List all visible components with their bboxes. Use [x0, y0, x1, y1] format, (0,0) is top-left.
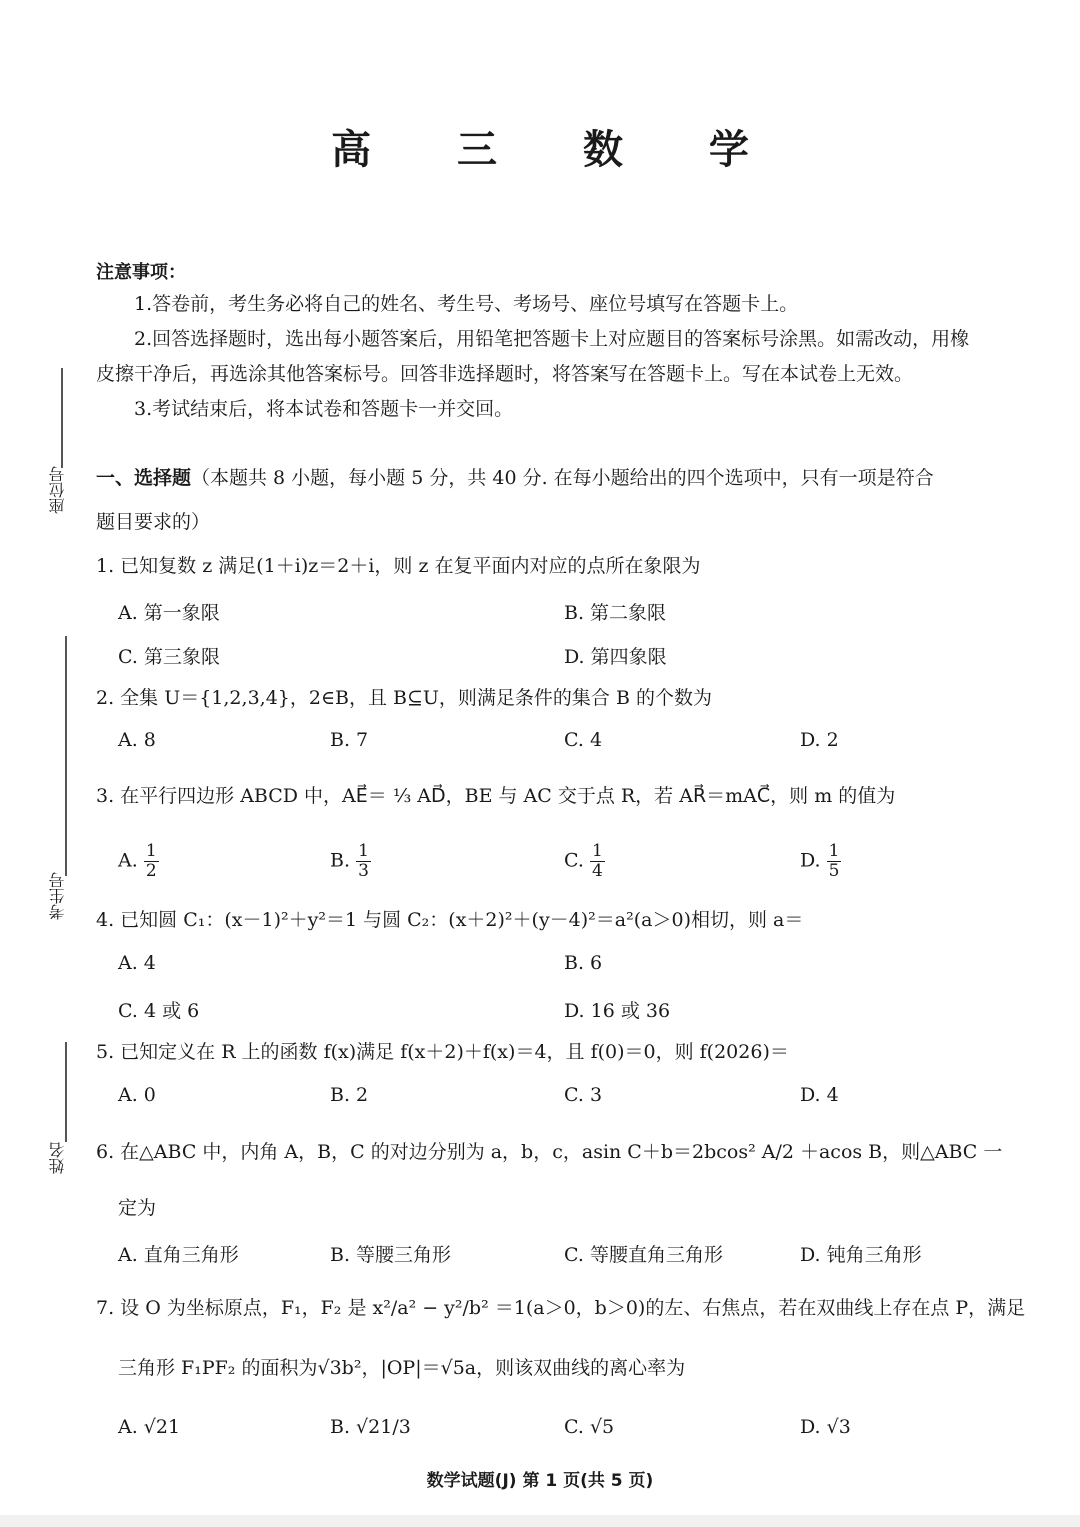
q3-option-a-letter: A. [118, 849, 138, 872]
q3-option-b-num: 1 [358, 841, 369, 861]
q3-option-b-fraction [356, 842, 371, 881]
q3-option-d-fraction [827, 842, 842, 881]
q3-option-a-fraction [144, 842, 159, 881]
notice-heading: 注意事项： [96, 262, 186, 283]
q3-option-a-den: 2 [145, 861, 157, 881]
q1-option-d: D. 第四象限 [564, 646, 667, 668]
q3-option-a-num: 1 [145, 841, 157, 861]
notice-item-2: 2.回答选择题时，选出每小题答案后，用铅笔把答题卡上对应题目的答案标号涂黑。如需改动，用橡 [134, 328, 970, 350]
scan-edge [0, 1515, 1080, 1527]
q7-option-b: B. √21/3 [330, 1416, 411, 1438]
q3-option-c-num: 1 [591, 841, 603, 861]
question-2-stem: 2. 全集 U＝{1,2,3,4}，2∈B，且 B⊆U，则满足条件的集合 B 的个数为 [96, 687, 712, 709]
q3-option-b-den: 3 [358, 861, 369, 881]
question-6-stem: 6. 在△ABC 中，内角 A，B，C 的对边分别为 a，b，c，asin C＋b＝2bcos² A/2 ＋acos B，则△ABC 一 [96, 1141, 1003, 1163]
q3-option-b [330, 842, 371, 881]
name-rule [65, 1042, 67, 1142]
q1-option-a: A. 第一象限 [118, 602, 220, 624]
q5-option-b: B. 2 [330, 1084, 369, 1106]
q3-option-d-letter: D. [800, 849, 821, 872]
section-heading-line [96, 466, 934, 490]
q3-option-c [564, 842, 605, 881]
q2-option-c: C. 4 [564, 729, 603, 751]
question-4-stem: 4. 已知圆 C₁：(x－1)²＋y²＝1 与圆 C₂：(x＋2)²＋(y－4)²＝a²(a＞0)相切，则 a＝ [96, 909, 804, 931]
question-3-stem: 3. 在平行四边形 ABCD 中，AE⃗＝ ⅓ AD⃗，BE 与 AC 交于点 R，若 AR⃗＝mAC⃗，则 m 的值为 [96, 785, 896, 807]
q3-option-d-num: 1 [828, 841, 840, 861]
q6-option-c: C. 等腰直角三角形 [564, 1244, 723, 1266]
notice-item-1: 1.答卷前，考生务必将自己的姓名、考生号、考场号、座位号填写在答题卡上。 [134, 293, 799, 315]
q2-option-a: A. 8 [118, 729, 156, 751]
name-label: 姓名 [48, 1142, 67, 1174]
q3-option-d [800, 842, 841, 881]
q1-option-c: C. 第三象限 [118, 646, 220, 668]
page-footer: 数学试题(J) 第 1 页(共 5 页) [426, 1471, 654, 1491]
question-7-stem: 7. 设 O 为坐标原点，F₁，F₂ 是 x²/a² − y²/b² ＝1(a＞0，b＞0)的左、右焦点，若在双曲线上存在点 P，满足 [96, 1297, 1026, 1319]
q6-option-a: A. 直角三角形 [118, 1244, 239, 1266]
q3-option-b-letter: B. [330, 849, 351, 872]
q5-option-a: A. 0 [118, 1084, 156, 1106]
q4-option-b: B. 6 [564, 952, 603, 974]
q5-option-d: D. 4 [800, 1084, 839, 1106]
q3-option-c-den: 4 [591, 861, 603, 881]
q4-option-d: D. 16 或 36 [564, 1000, 671, 1022]
seat-number-label: 座位号 [48, 466, 67, 514]
q7-option-c: C. √5 [564, 1416, 615, 1438]
section-desc-cont: 题目要求的） [96, 511, 211, 533]
exam-number-rule [65, 636, 67, 876]
q6-option-d: D. 钝角三角形 [800, 1244, 922, 1266]
q3-option-c-letter: C. [564, 849, 584, 872]
q4-option-c: C. 4 或 6 [118, 1000, 200, 1022]
q6-option-b: B. 等腰三角形 [330, 1244, 452, 1266]
q7-option-d: D. √3 [800, 1416, 851, 1438]
q7-option-a: A. √21 [118, 1416, 181, 1438]
question-1-stem: 1. 已知复数 z 满足(1＋i)z＝2＋i，则 z 在复平面内对应的点所在象限为 [96, 555, 701, 577]
q3-option-a [118, 842, 159, 881]
exam-number-label: 考生号 [48, 872, 67, 920]
q3-option-c-fraction [590, 842, 605, 881]
question-6-stem-cont: 定为 [118, 1197, 157, 1219]
notice-item-3: 3.考试结束后，将本试卷和答题卡一并交回。 [134, 398, 514, 420]
page-title: 高 三 数 学 [331, 127, 785, 173]
section-desc: （本题共 8 小题，每小题 5 分，共 40 分. 在每小题给出的四个选项中，只有一项是符合 [191, 467, 934, 489]
q1-option-b: B. 第二象限 [564, 602, 667, 624]
q3-option-d-den: 5 [828, 861, 840, 881]
question-5-stem: 5. 已知定义在 R 上的函数 f(x)满足 f(x＋2)＋f(x)＝4，且 f(0)＝0，则 f(2026)＝ [96, 1041, 789, 1063]
q4-option-a: A. 4 [118, 952, 156, 974]
q2-option-b: B. 7 [330, 729, 369, 751]
q5-option-c: C. 3 [564, 1084, 603, 1106]
q2-option-d: D. 2 [800, 729, 839, 751]
question-7-stem-cont: 三角形 F₁PF₂ 的面积为√3b²，|OP|＝√5a，则该双曲线的离心率为 [118, 1357, 686, 1379]
section-heading: 一、选择题 [96, 467, 192, 489]
notice-item-2-cont: 皮擦干净后，再选涂其他答案标号。回答非选择题时，将答案写在答题卡上。写在本试卷上无效。 [96, 363, 914, 385]
seat-number-rule [61, 368, 63, 468]
